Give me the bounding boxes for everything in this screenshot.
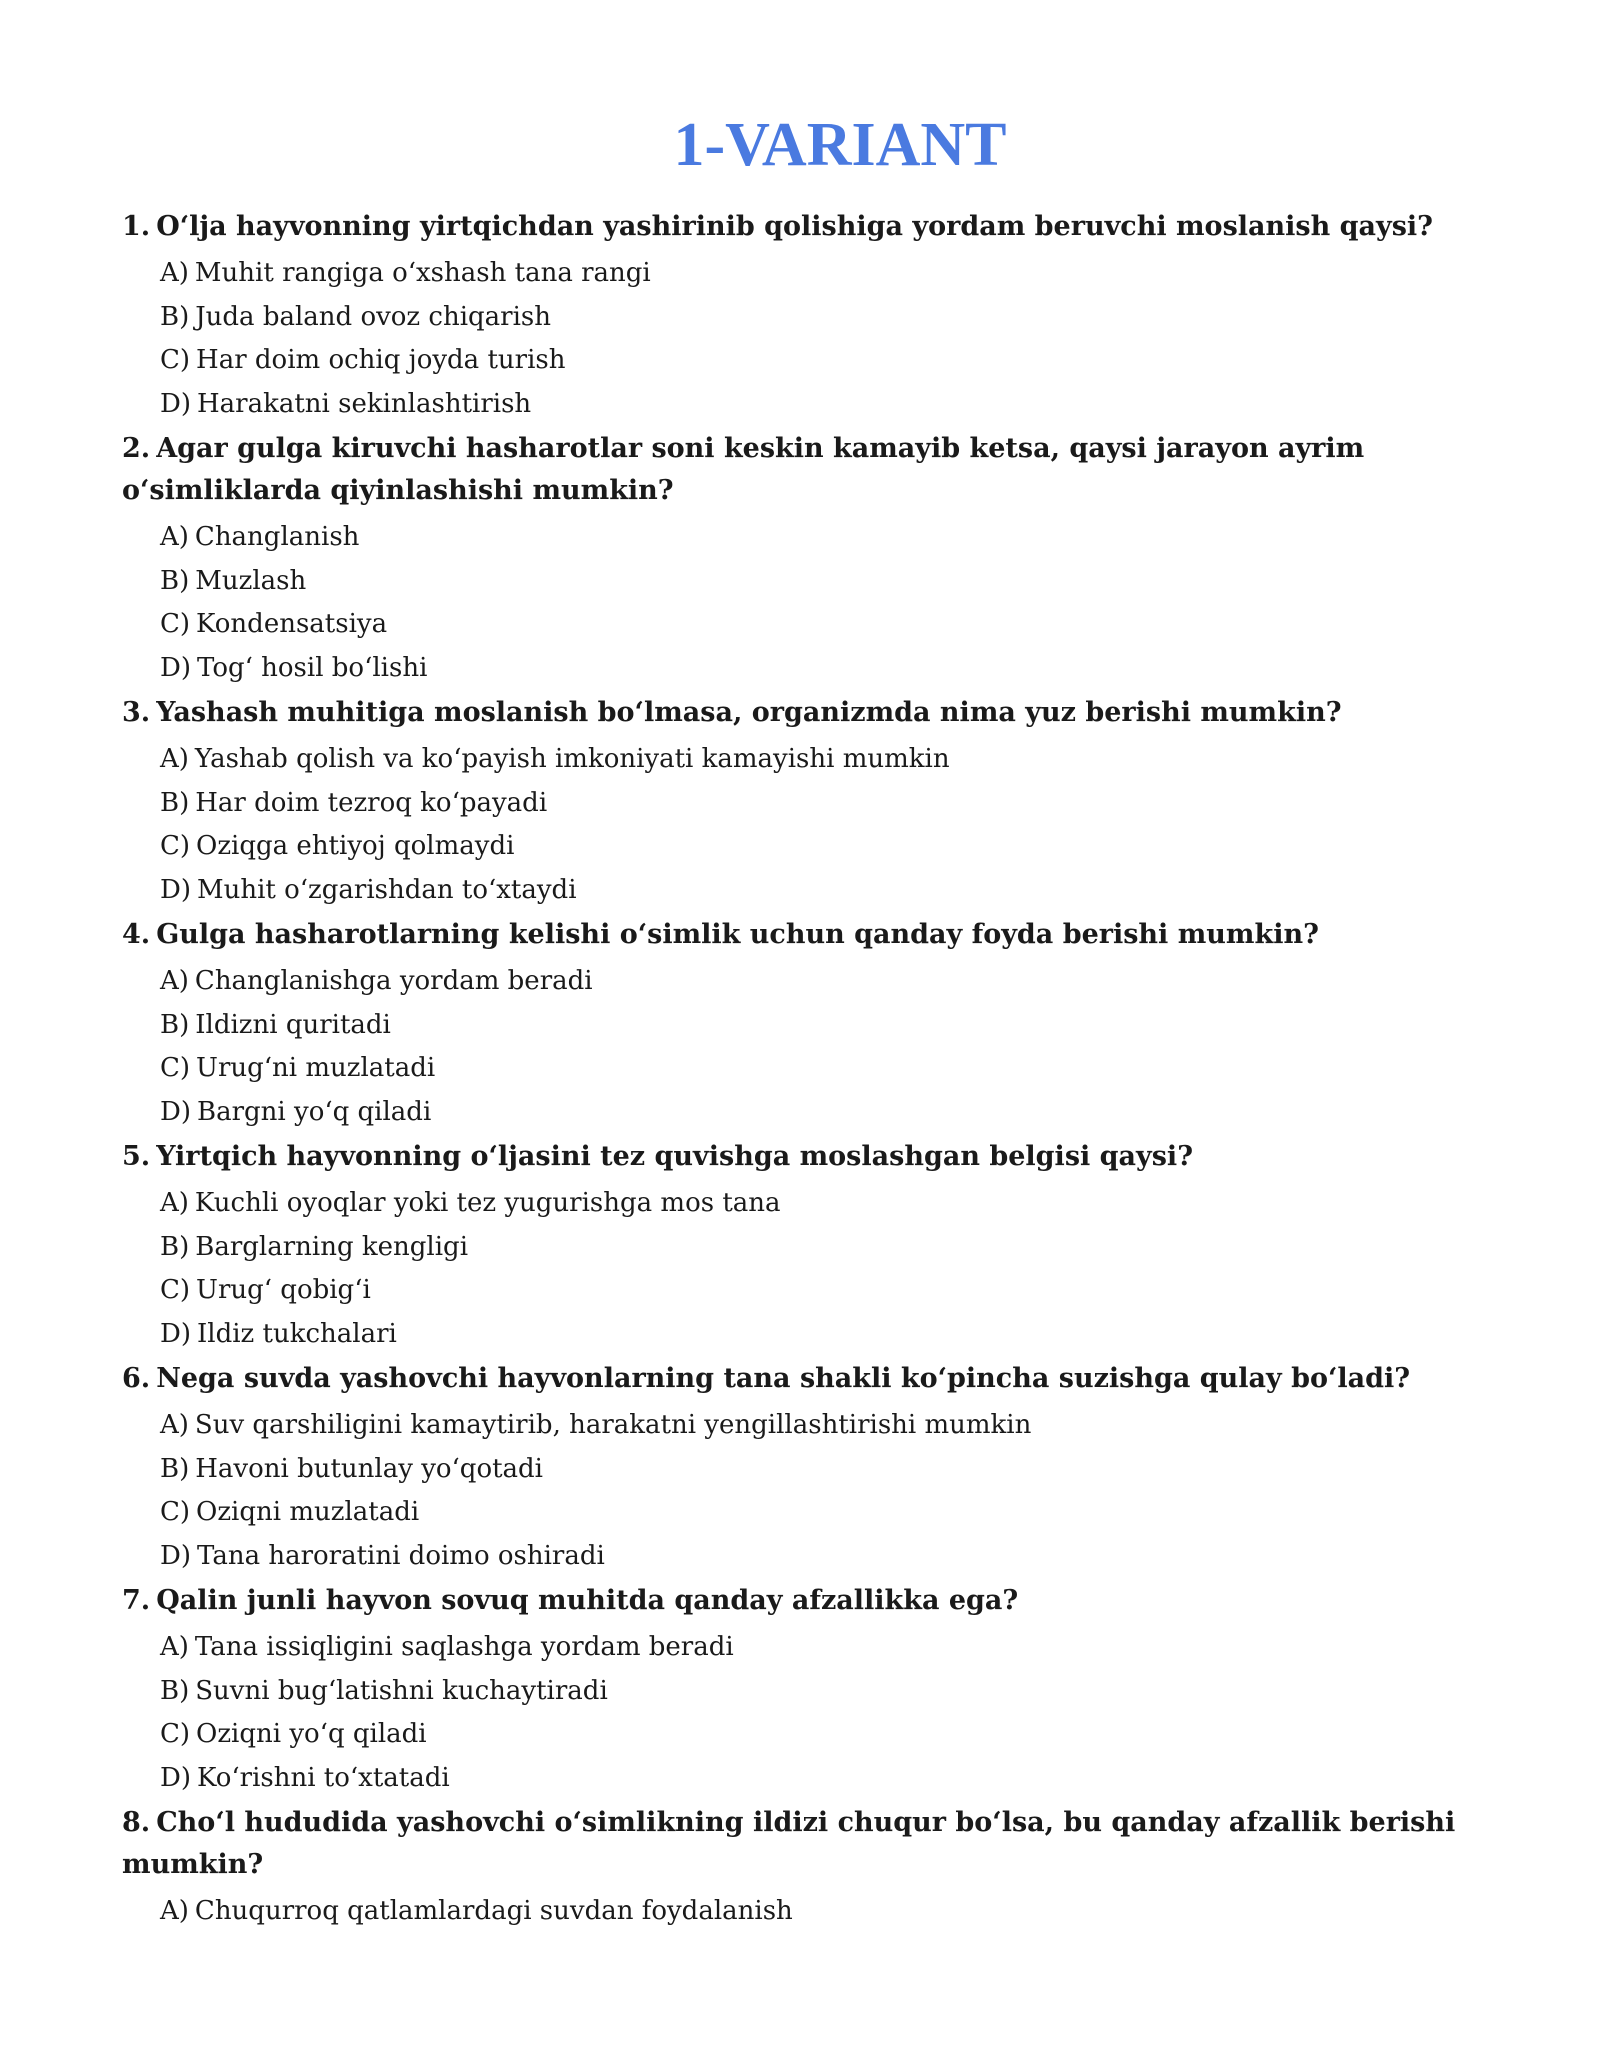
question-text (122, 1802, 1482, 1886)
answer-option (160, 1448, 1482, 1492)
question-list (122, 206, 1482, 1934)
answer-options (122, 1182, 1482, 1356)
option-letter: C) (160, 1275, 191, 1305)
option-text: Urug‘ni muzlatadi (196, 1053, 436, 1083)
option-letter: D) (160, 1762, 191, 1793)
option-text: Muhit rangiga o‘xshash tana rangi (194, 258, 651, 288)
question-text (122, 428, 1482, 512)
question-text (122, 206, 1482, 248)
option-letter: A) (160, 1188, 189, 1218)
answer-option (160, 1757, 1482, 1801)
answer-option (160, 1626, 1482, 1670)
question-text (122, 692, 1482, 734)
question-number: 1. (122, 211, 151, 242)
answer-options (122, 960, 1482, 1134)
question-stem: Cho‘l hududida yashovchi o‘simlikning ildizi chuqur bo‘lsa, bu qanday afzallik berishi mumkin? (122, 1807, 1456, 1880)
option-letter: C) (160, 1497, 191, 1527)
option-letter: B) (160, 1675, 190, 1706)
answer-options (122, 1626, 1482, 1800)
option-letter: D) (160, 874, 191, 905)
question-number: 2. (122, 433, 151, 464)
answer-options (122, 1404, 1482, 1578)
option-text: Chuqurroq qatlamlardagi suvdan foydalanish (194, 1896, 793, 1926)
question-stem: Yashash muhitiga moslanish bo‘lmasa, organizmda nima yuz berishi mumkin? (156, 697, 1342, 728)
answer-option (160, 825, 1482, 869)
answer-option (160, 1269, 1482, 1313)
answer-option (160, 1491, 1482, 1535)
answer-option (160, 1226, 1482, 1270)
question-number: 8. (122, 1807, 151, 1838)
option-text: Ildizni quritadi (195, 1009, 391, 1040)
question-stem: Nega suvda yashovchi hayvonlarning tana shakli ko‘pincha suzishga qulay bo‘ladi? (156, 1363, 1411, 1394)
question-block (122, 1802, 1482, 1934)
question-stem: O‘lja hayvonning yirtqichdan yashirinib qolishiga yordam beruvchi moslanish qaysi? (156, 211, 1433, 242)
option-letter: D) (160, 1318, 191, 1349)
question-number: 6. (122, 1363, 151, 1394)
option-text: Kondensatsiya (196, 609, 388, 639)
question-stem: Gulga hasharotlarning kelishi o‘simlik uchun qanday foyda berishi mumkin? (156, 919, 1319, 950)
option-text: Oziqni muzlatadi (196, 1497, 420, 1527)
option-text: Ildiz tukchalari (197, 1318, 397, 1349)
question-block (122, 1580, 1482, 1800)
option-text: Urug‘ qobig‘i (196, 1275, 371, 1305)
option-letter: A) (160, 258, 189, 288)
option-letter: D) (160, 388, 191, 419)
answer-options (122, 738, 1482, 912)
question-text (122, 1580, 1482, 1622)
option-letter: C) (160, 831, 191, 861)
question-number: 3. (122, 697, 151, 728)
option-text: Barglarning kengligi (195, 1231, 469, 1262)
option-text: Kuchli oyoqlar yoki tez yugurishga mos tana (194, 1188, 781, 1218)
option-letter: B) (160, 301, 190, 332)
option-letter: A) (160, 1632, 189, 1662)
option-text: Ko‘rishni to‘xtatadi (197, 1762, 450, 1793)
question-block (122, 428, 1482, 690)
question-text (122, 1358, 1482, 1400)
question-stem: Yirtqich hayvonning o‘ljasini tez quvishga moslashgan belgisi qaysi? (156, 1141, 1194, 1172)
option-text: Suv qarshiligini kamaytirib, harakatni yengillashtirishi mumkin (194, 1410, 1032, 1440)
answer-option (160, 516, 1482, 560)
option-text: Changlanishga yordam beradi (194, 966, 593, 996)
answer-option (160, 1535, 1482, 1579)
answer-option (160, 296, 1482, 340)
answer-option (160, 960, 1482, 1004)
question-number: 7. (122, 1585, 151, 1616)
answer-options (122, 516, 1482, 690)
option-text: Bargni yo‘q qiladi (197, 1096, 432, 1127)
option-letter: C) (160, 345, 191, 375)
option-text: Harakatni sekinlashtirish (197, 388, 532, 419)
option-text: Tog‘ hosil bo‘lishi (197, 652, 428, 683)
option-text: Muhit o‘zgarishdan to‘xtaydi (197, 874, 577, 905)
option-letter: D) (160, 652, 191, 683)
option-letter: A) (160, 744, 189, 774)
question-block (122, 1358, 1482, 1578)
option-letter: B) (160, 787, 190, 818)
option-text: Oziqni yo‘q qiladi (196, 1719, 427, 1749)
option-letter: C) (160, 609, 191, 639)
answer-option (160, 1091, 1482, 1135)
answer-option (160, 738, 1482, 782)
answer-option (160, 252, 1482, 296)
answer-option (160, 603, 1482, 647)
option-letter: B) (160, 1231, 190, 1262)
answer-option (160, 869, 1482, 913)
question-stem: Agar gulga kiruvchi hasharotlar soni keskin kamayib ketsa, qaysi jarayon ayrim o‘simliklarda qiyinlashishi mumkin? (122, 433, 1365, 506)
answer-option (160, 782, 1482, 826)
option-text: Changlanish (194, 522, 360, 552)
question-stem: Qalin junli hayvon sovuq muhitda qanday afzallikka ega? (156, 1585, 1019, 1616)
question-text (122, 1136, 1482, 1178)
answer-option (160, 1890, 1482, 1934)
question-number: 4. (122, 919, 151, 950)
option-letter: B) (160, 1009, 190, 1040)
answer-option (160, 1047, 1482, 1091)
answer-option (160, 339, 1482, 383)
option-letter: C) (160, 1053, 191, 1083)
option-letter: A) (160, 1896, 189, 1926)
answer-option (160, 383, 1482, 427)
option-letter: A) (160, 966, 189, 996)
answer-options (122, 252, 1482, 426)
question-text (122, 914, 1482, 956)
option-text: Oziqga ehtiyoj qolmaydi (196, 831, 515, 861)
option-text: Tana issiqligini saqlashga yordam beradi (194, 1632, 734, 1662)
document-page (122, 108, 1482, 1936)
question-block (122, 692, 1482, 912)
option-text: Har doim tezroq ko‘payadi (195, 787, 548, 818)
option-letter: C) (160, 1719, 191, 1749)
answer-option (160, 1713, 1482, 1757)
question-block (122, 1136, 1482, 1356)
variant-title: 1-VARIANT (673, 111, 1007, 179)
option-text: Muzlash (195, 565, 307, 596)
question-number: 5. (122, 1141, 151, 1172)
option-text: Har doim ochiq joyda turish (196, 345, 566, 375)
option-letter: B) (160, 1453, 190, 1484)
question-block (122, 206, 1482, 426)
answer-option (160, 560, 1482, 604)
answer-option (160, 647, 1482, 691)
answer-option (160, 1004, 1482, 1048)
option-letter: D) (160, 1540, 191, 1571)
option-text: Suvni bug‘latishni kuchaytiradi (195, 1675, 608, 1706)
option-text: Havoni butunlay yo‘qotadi (195, 1453, 543, 1484)
answer-option (160, 1404, 1482, 1448)
question-block (122, 914, 1482, 1134)
option-letter: A) (160, 1410, 189, 1440)
option-letter: D) (160, 1096, 191, 1127)
option-text: Juda baland ovoz chiqarish (195, 301, 551, 332)
option-text: Tana haroratini doimo oshiradi (197, 1540, 605, 1571)
answer-option (160, 1313, 1482, 1357)
option-text: Yashab qolish va ko‘payish imkoniyati kamayishi mumkin (194, 744, 950, 774)
option-letter: A) (160, 522, 189, 552)
answer-options (122, 1890, 1482, 1934)
answer-option (160, 1182, 1482, 1226)
option-letter: B) (160, 565, 190, 596)
answer-option (160, 1670, 1482, 1714)
